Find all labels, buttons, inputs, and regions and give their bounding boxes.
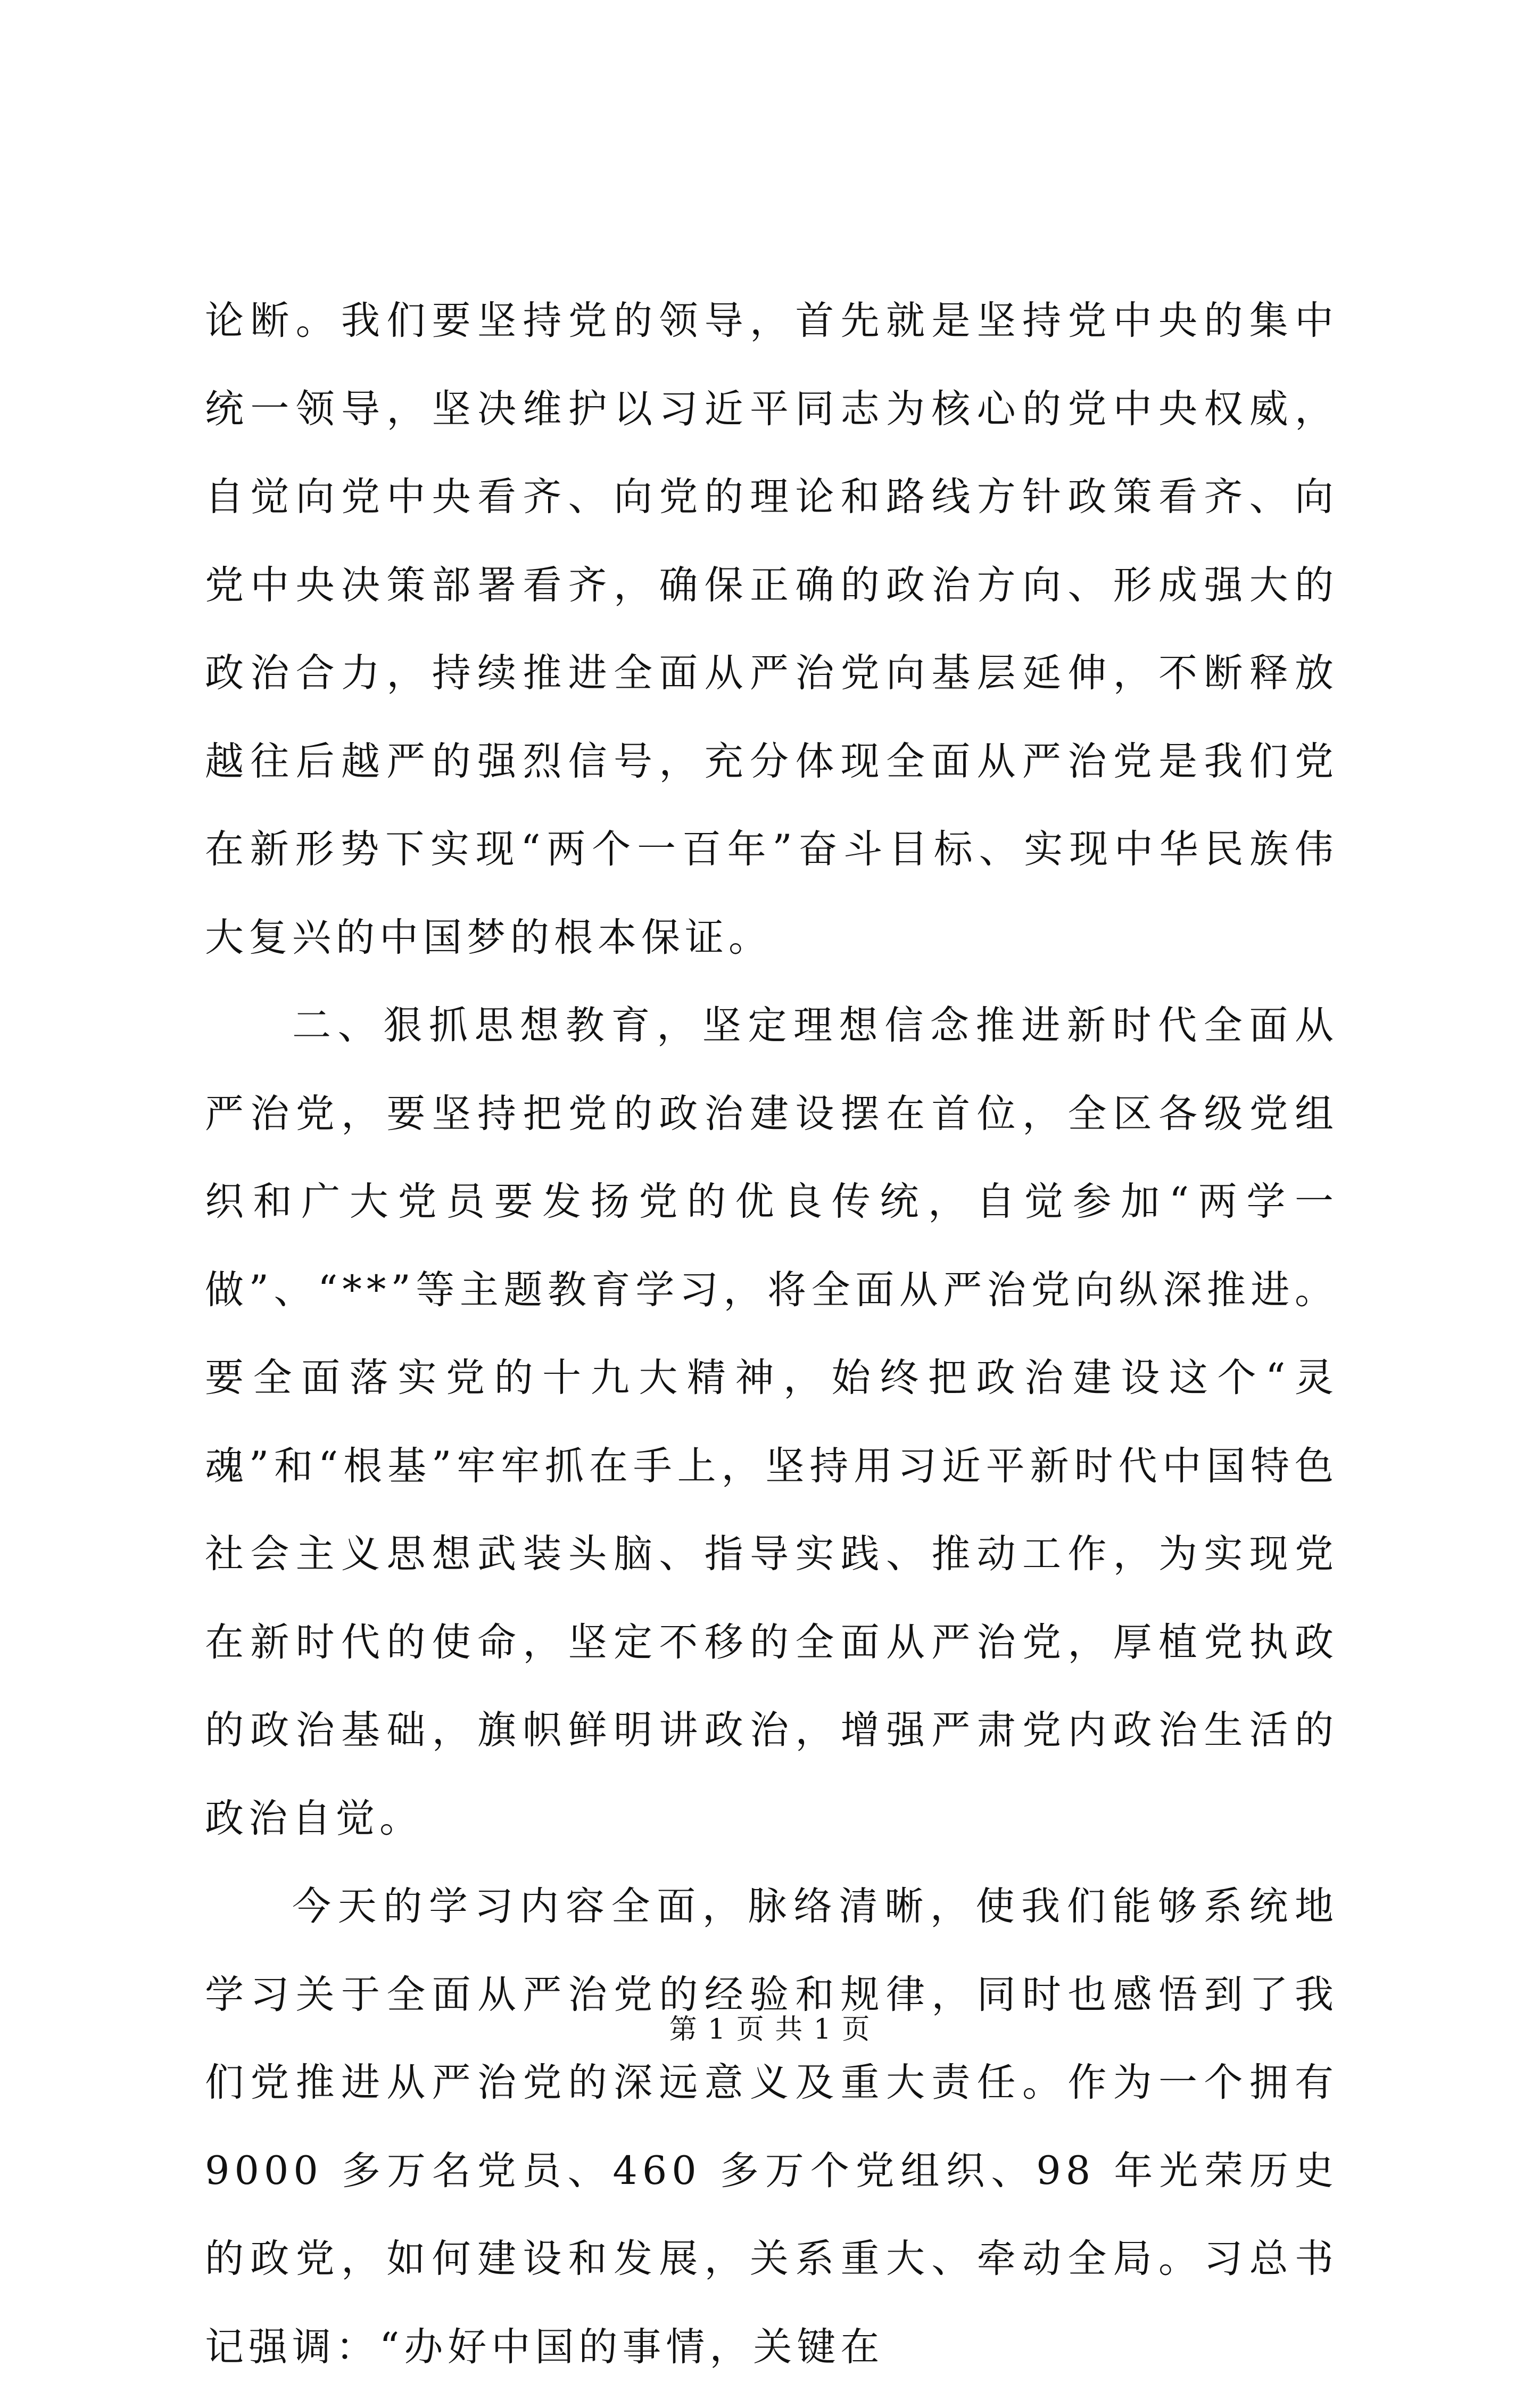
paragraph-2: 二、狠抓思想教育，坚定理想信念推进新时代全面从严治党，要坚持把党的政治建设摆在首位，全区各级党组织和广大党员要发扬党的优良传统，自觉参加“两学一做”、“**”等主题教育学习，将全面从严治党向纵深推进。要全面落实党的十九大精神，始终把政治建设这个“灵魂”和“根基”牢牢抓在手上，坚持用习近平新时代中国特色社会主义思想武装头脑、指导实践、推动工作，为实现党在新时代的使命，坚定不移的全面从严治党，厚植党执政的政治基础，旗帜鲜明讲政治，增强严肃党内政治生活的政治自觉。 [205,1003,1338,1841]
page-number-footer: 第 1 页 共 1 页 [669,2014,871,2046]
paragraph-3: 今天的学习内容全面，脉络清晰，使我们能够系统地学习关于全面从严治党的经验和规律，同时也感悟到了我们党推进从严治党的深远意义及重大责任。作为一个拥有 9000 多万名党员、460 多万个党组织、98 年光荣历史的政党，如何建设和发展，关系重大、牵动全局。习总书记强调：“办好中国的事情，关键在 [205,1884,1338,2370]
document-body [205,277,1338,2391]
paragraph-1: 论断。我们要坚持党的领导，首先就是坚持党中央的集中统一领导，坚决维护以习近平同志为核心的党中央权威，自觉向党中央看齐、向党的理论和路线方针政策看齐、向党中央决策部署看齐，确保正确的政治方向、形成强大的政治合力，持续推进全面从严治党向基层延伸，不断释放越往后越严的强烈信号，充分体现全面从严治党是我们党在新形势下实现“两个一百年”奋斗目标、实现中华民族伟大复兴的中国梦的根本保证。 [205,298,1338,960]
